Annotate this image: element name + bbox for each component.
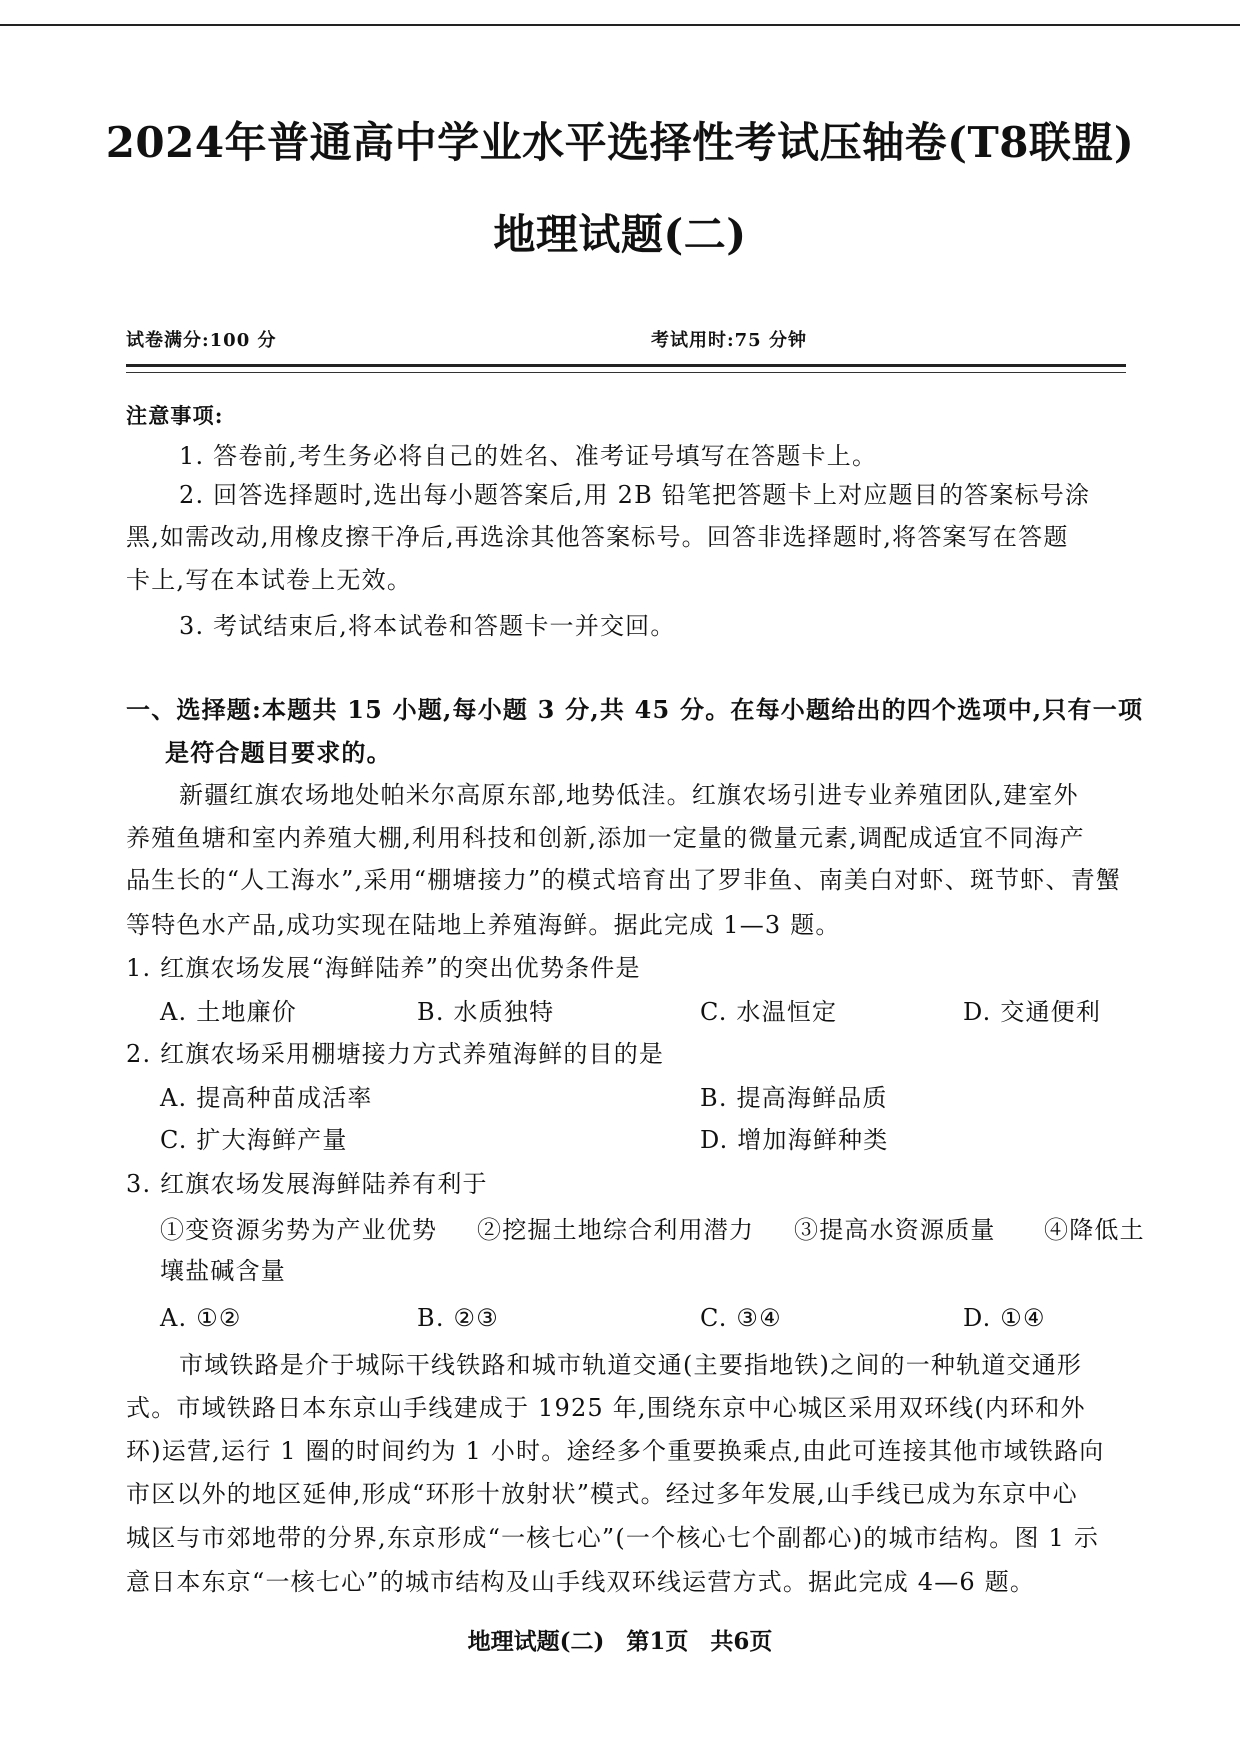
answer-option: D. ①④ (963, 1304, 1046, 1332)
footer-title: 地理试题(二) (467, 1628, 605, 1655)
notice-heading: 注意事项: (126, 403, 224, 428)
question-statement: ③提高水资源质量 (794, 1216, 996, 1244)
answer-option: C. 水温恒定 (700, 998, 838, 1026)
passage-line: 环)运营,运行 1 圈的时间约为 1 小时。途经多个重要换乘点,由此可连接其他市域铁路向 (126, 1437, 1105, 1465)
answer-option: A. ①② (160, 1304, 242, 1332)
question-stem: 3. 红旗农场发展海鲜陆养有利于 (126, 1170, 488, 1198)
passage-line: 养殖鱼塘和室内养殖大棚,利用科技和创新,添加一定量的微量元素,调配成适宜不同海产 (126, 824, 1085, 852)
exam-title: 2024年普通高中学业水平选择性考试压轴卷(T8联盟) (105, 118, 1135, 167)
exam-time: 考试用时:75 分钟 (651, 330, 807, 351)
question-stem: 2. 红旗农场采用棚塘接力方式养殖海鲜的目的是 (126, 1040, 665, 1068)
section-heading: 是符合题目要求的。 (165, 738, 392, 767)
answer-option: D. 交通便利 (963, 998, 1102, 1026)
answer-option: D. 增加海鲜种类 (700, 1126, 889, 1154)
question-stem: 1. 红旗农场发展“海鲜陆养”的突出优势条件是 (126, 954, 641, 982)
answer-option: A. 土地廉价 (160, 998, 297, 1026)
notice-line: 3. 考试结束后,将本试卷和答题卡一并交回。 (179, 612, 676, 640)
answer-option: C. ③④ (700, 1304, 782, 1332)
notice-line: 黑,如需改动,用橡皮擦干净后,再选涂其他答案标号。回答非选择题时,将答案写在答题 (126, 523, 1069, 551)
passage-line: 新疆红旗农场地处帕米尔高原东部,地势低洼。红旗农场引进专业养殖团队,建室外 (179, 781, 1079, 809)
answer-option: B. ②③ (417, 1304, 499, 1332)
answer-option: C. 扩大海鲜产量 (160, 1126, 348, 1154)
footer-page-number: 第1页 (626, 1628, 689, 1655)
page-footer (0, 1627, 1240, 1657)
header-rule-thin (126, 372, 1126, 373)
full-score: 试卷满分:100 分 (126, 330, 277, 351)
question-statement-wrap: 壤盐碱含量 (160, 1257, 286, 1285)
header-rule-thick (126, 364, 1126, 367)
footer-page-total: 共6页 (710, 1628, 773, 1655)
passage-line: 城区与市郊地带的分界,东京形成“一核七心”(一个核心七个副都心)的城市结构。图 1 示 (126, 1524, 1100, 1552)
question-statement: ④降低土 (1044, 1216, 1145, 1244)
passage-line: 品生长的“人工海水”,采用“棚塘接力”的模式培育出了罗非鱼、南美白对虾、斑节虾、青蟹 (126, 866, 1122, 894)
passage-line: 市区以外的地区延伸,形成“环形十放射状”模式。经过多年发展,山手线已成为东京中心 (126, 1480, 1078, 1508)
exam-subtitle: 地理试题(二) (493, 210, 747, 259)
answer-option: B. 提高海鲜品质 (700, 1084, 888, 1112)
passage-line: 意日本东京“一核七心”的城市结构及山手线双环线运营方式。据此完成 4—6 题。 (126, 1568, 1036, 1596)
passage-line: 式。市域铁路日本东京山手线建成于 1925 年,围绕东京中心城区采用双环线(内环和外 (126, 1394, 1086, 1422)
notice-line: 1. 答卷前,考生务必将自己的姓名、准考证号填写在答题卡上。 (179, 442, 878, 470)
page-edge-line (0, 24, 1240, 26)
question-statement: ①变资源劣势为产业优势 (160, 1216, 438, 1244)
notice-line: 2. 回答选择题时,选出每小题答案后,用 2B 铅笔把答题卡上对应题目的答案标号涂 (179, 481, 1091, 509)
section-heading: 一、选择题:本题共 15 小题,每小题 3 分,共 45 分。在每小题给出的四个选项中,只有一项 (126, 695, 1144, 724)
notice-line: 卡上,写在本试卷上无效。 (126, 566, 413, 594)
answer-option: A. 提高种苗成活率 (160, 1084, 373, 1112)
passage-line: 市域铁路是介于城际干线铁路和城市轨道交通(主要指地铁)之间的一种轨道交通形 (179, 1351, 1083, 1379)
question-statement: ②挖掘土地综合利用潜力 (477, 1216, 755, 1244)
answer-option: B. 水质独特 (417, 998, 555, 1026)
passage-line: 等特色水产品,成功实现在陆地上养殖海鲜。据此完成 1—3 题。 (126, 911, 841, 939)
